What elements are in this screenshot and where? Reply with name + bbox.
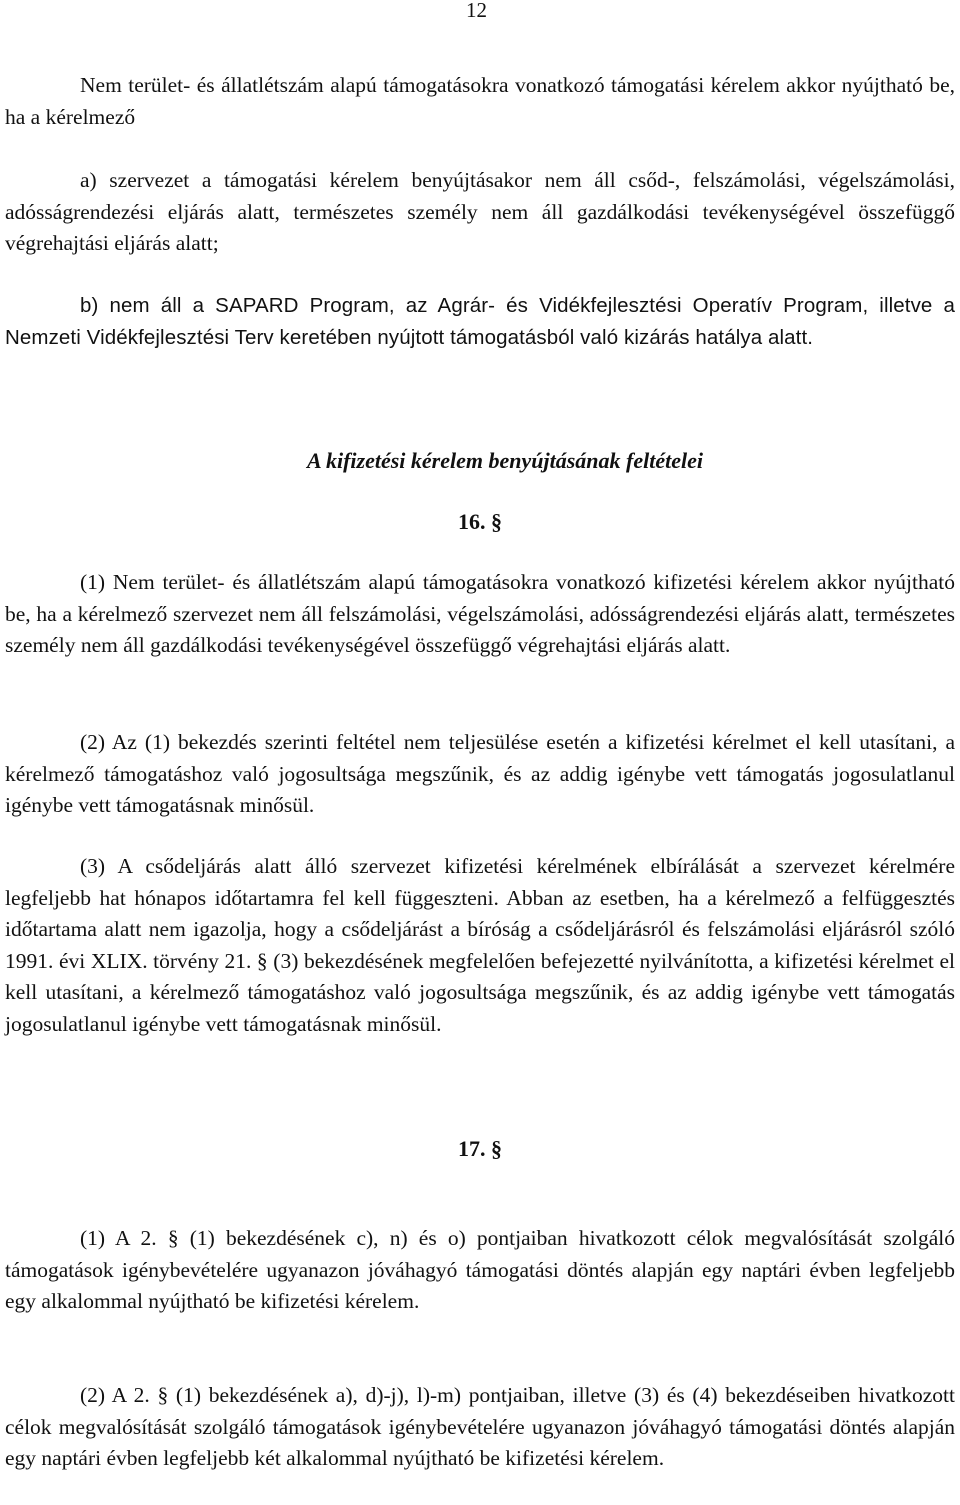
section-number-16: 16. § <box>458 509 502 534</box>
document-page <box>5 0 955 1505</box>
section-16-paragraph-2: (2) Az (1) bekezdés szerinti feltétel nem teljesülése esetén a kifizetési kérelmet el kell utasítani, a kérelmező támogatáshoz való jogosultsága megszűnik, és az addig igénybe vett támogatás jogosulatlanul igénybe vett támogatásnak minősül. <box>5 730 955 817</box>
section-16-paragraph-3: (3) A csődeljárás alatt álló szervezet kifizetési kérelmének elbírálását a szervezet kérelmére legfeljebb hat hónapos időtartamra fel kell függeszteni. Abban az esetben, ha a kérelmező a felfüggesztés időtartama alatt nem igazolja, hogy a csődeljárást a bíróság a csődeljárásról és felszámolási eljárásról szóló 1991. évi XLIX. törvény 21. § (3) bekezdésének megfelelően befejezetté nyilvánította, a kifizetési kérelmet el kell utasítani, a kérelmező támogatáshoz való jogosultsága megszűnik, és az addig igénybe vett támogatás jogosulatlanul igénybe vett támogatásnak minősül. <box>5 854 955 1036</box>
section-number-17: 17. § <box>458 1136 502 1161</box>
section-17-paragraph-1: (1) A 2. § (1) bekezdésének c), n) és o) pontjaiban hivatkozott célok megvalósítását szolgáló támogatások igénybevételére ugyanazon jóváhagyó támogatási döntés alapján egy naptári évben legfeljebb egy alkalommal nyújtható be kifizetési kérelem. <box>5 1226 955 1313</box>
intro-item-a-paragraph: a) szervezet a támogatási kérelem benyújtásakor nem áll csőd-, felszámolási, végelszámolási, adósságrendezési eljárás alatt, természetes személy nem áll gazdálkodási tevékenységével összefüggő végrehajtási eljárás alatt; <box>5 168 955 255</box>
section-16-paragraph-1: (1) Nem terület- és állatlétszám alapú támogatásokra vonatkozó kifizetési kérelem akkor nyújtható be, ha a kérelmező szervezet nem áll felszámolási, végelszámolási, adósságrendezési eljárás alatt, természetes személy nem áll gazdálkodási tevékenységével összefüggő végrehajtási eljárás alatt. <box>5 570 955 657</box>
intro-lead-paragraph: Nem terület- és állatlétszám alapú támogatásokra vonatkozó támogatási kérelem akkor nyújtható be, ha a kérelmező <box>5 73 955 129</box>
section-subtitle: A kifizetési kérelem benyújtásának feltételei <box>307 448 703 473</box>
section-17-paragraph-2: (2) A 2. § (1) bekezdésének a), d)-j), l)-m) pontjaiban, illetve (3) és (4) bekezdéseiben hivatkozott célok megvalósítását szolgáló támogatások igénybevételére ugyanazon jóváhagyó támogatási döntés alapján egy naptári évben legfeljebb két alkalommal nyújtható be kifizetési kérelem. <box>5 1383 955 1470</box>
intro-item-b-paragraph: b) nem áll a SAPARD Program, az Agrár- és Vidékfejlesztési Operatív Program, illetve a Nemzeti Vidékfejlesztési Terv keretében nyújtott támogatásból való kizárás hatálya alatt. <box>5 294 955 349</box>
page-number: 12 <box>466 0 487 22</box>
